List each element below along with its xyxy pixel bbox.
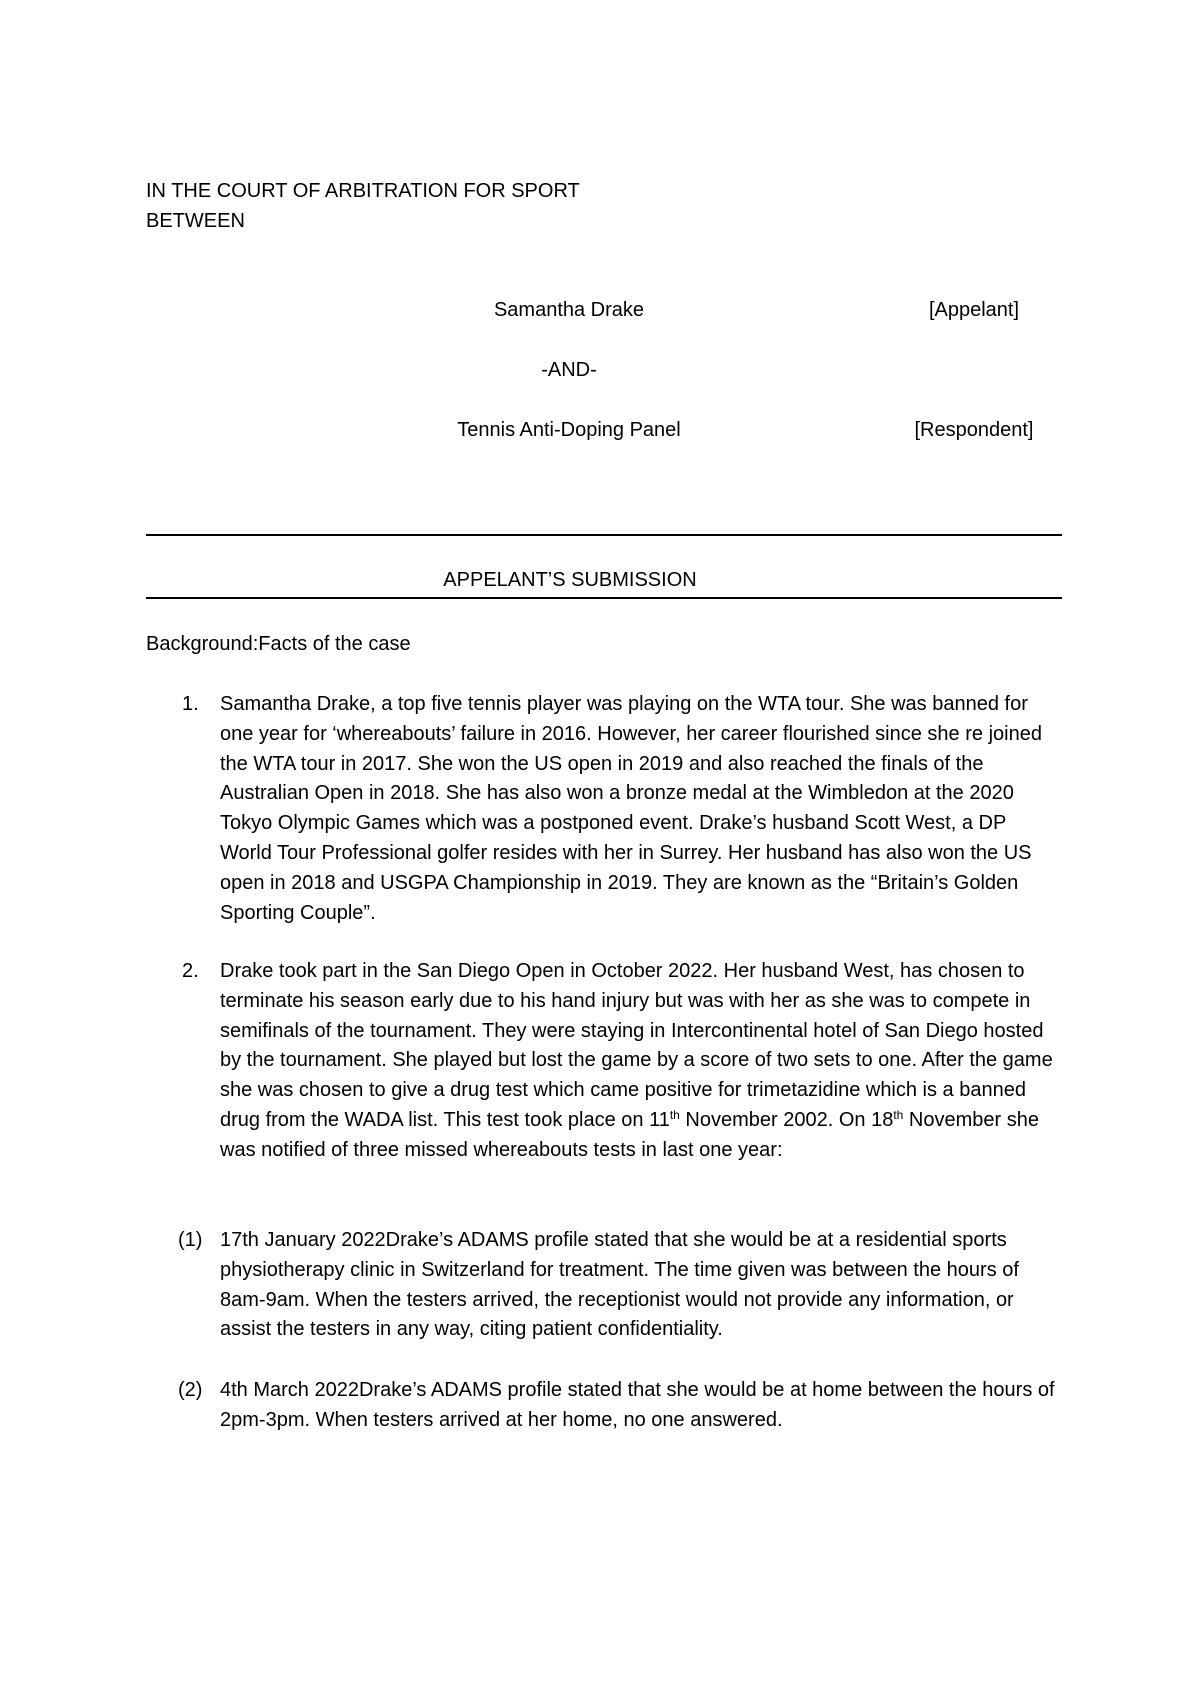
missed-tests-list	[146, 1226, 1062, 1345]
appellant-role: [Appelant]	[928, 299, 1020, 321]
missed-tests-list-continued	[146, 1376, 1062, 1436]
paragraph-text: Samantha Drake, a top five tennis player was playing on the WTA tour. She was banned for one year for ‘whereabouts’ failure in 2016. However, her career flourished since she re joined the WTA tour in 2017. She won the US open in 2019 and also reached the finals of the Australian Open in 2018. She has also won a bronze medal at the Wimbledon at the 2020 Tokyo Olympic Games which was a postponed event. Drake’s husband Scott West, a DP World Tour Professional golfer resides with her in Surrey. Her husband has also won the US open in 2018 and USGPA Championship in 2019. They are known as the “Britain’s Golden Sporting Couple”.	[220, 693, 1042, 924]
appellant-name: Samantha Drake	[493, 299, 645, 321]
submission-title: APPELANT’S SUBMISSION	[443, 569, 697, 591]
list-item	[146, 690, 1062, 928]
ordinal-suffix: th	[893, 1107, 904, 1122]
facts-list-continued	[146, 957, 1062, 1166]
list-item	[146, 1226, 1062, 1345]
paragraph-text-part: Drake took part in the San Diego Open in October 2022. Her husband West, has chosen to terminate his season early due to his hand injury but was with her as she was to compete in semifinals of the tournament. They were staying in Intercontinental hotel of San Diego hosted by the tournament. She played but lost the game by a score of two sets to one. After the game she was chosen to give a drug test which came positive for trimetazidine which is a banned drug from the WADA list. This test took place on 11	[220, 960, 1053, 1131]
case-header	[146, 176, 580, 236]
top-divider	[146, 534, 1062, 536]
respondent-role: [Respondent]	[914, 419, 1034, 441]
paragraph-text	[220, 957, 1062, 1166]
list-marker: 1.	[182, 693, 199, 715]
list-marker: 2.	[182, 960, 199, 982]
bottom-divider	[146, 597, 1062, 599]
list-marker: (2)	[178, 1379, 203, 1401]
court-name: IN THE COURT OF ARBITRATION FOR SPORT	[146, 180, 580, 202]
paragraph-text-part: November she was notified of three missed whereabouts tests in last one year:	[220, 1108, 1039, 1161]
respondent-name: Tennis Anti-Doping Panel	[457, 419, 681, 441]
paragraph-text-part: November 2002. On 18	[679, 1108, 894, 1131]
paragraph-text: 4th March 2022Drake’s ADAMS profile stated that she would be at home between the hours of 2pm-3pm. When testers arrived at her home, no one answered.	[220, 1379, 1055, 1431]
paragraph-text: 17th January 2022Drake’s ADAMS profile stated that she would be at a residential sports physiotherapy clinic in Switzerland for treatment. The time given was between the hours of 8am-9am. When the testers arrived, the receptionist would not provide any information, or assist the testers in any way, citing patient confidentiality.	[220, 1229, 1019, 1341]
section-heading: Background:Facts of the case	[146, 633, 411, 655]
list-marker: (1)	[178, 1229, 203, 1251]
ordinal-suffix: th	[669, 1107, 680, 1122]
list-item	[146, 1376, 1062, 1436]
between-label: BETWEEN	[146, 210, 245, 232]
parties-separator: -AND-	[541, 359, 597, 381]
facts-list	[146, 690, 1062, 928]
list-item	[146, 957, 1062, 1166]
